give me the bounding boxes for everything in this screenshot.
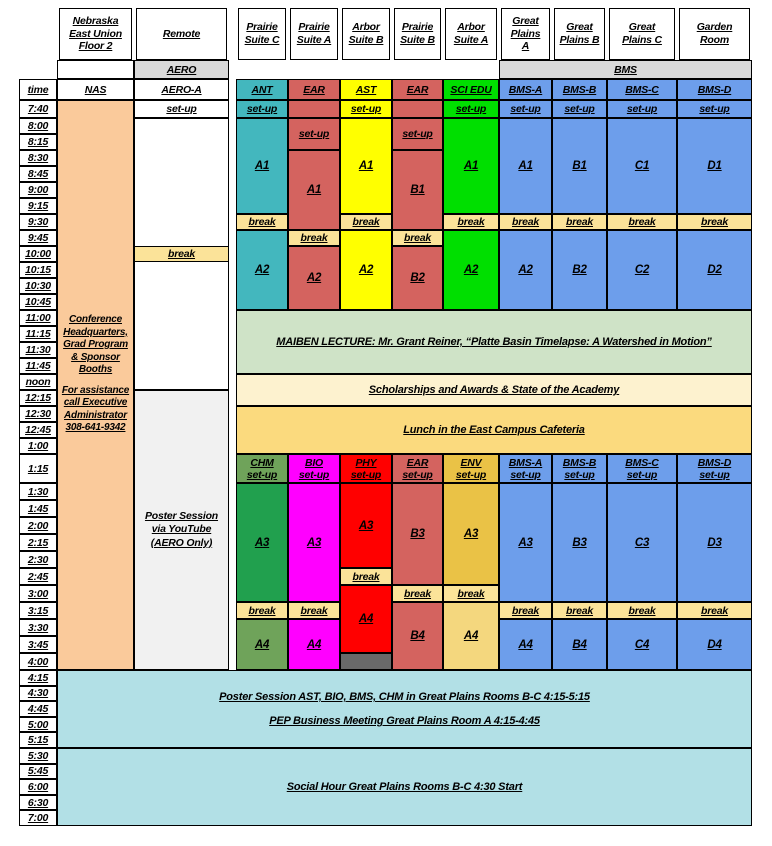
time-cell: 12:30 bbox=[19, 406, 57, 422]
session-cell: B2 bbox=[552, 230, 607, 310]
break-cell: break bbox=[607, 602, 677, 619]
code-cell-sci-edu: SCI EDU bbox=[443, 79, 499, 100]
remote-column bbox=[134, 100, 229, 670]
session-cell: A3 bbox=[236, 483, 288, 602]
room-header-great-plains-a: Great Plains A bbox=[501, 8, 550, 60]
setup-cell bbox=[236, 454, 288, 483]
setup-label: set-up bbox=[246, 469, 278, 481]
setup-cell bbox=[499, 454, 552, 483]
empty-cell bbox=[288, 100, 340, 118]
setup-cell bbox=[443, 454, 499, 483]
session-cell: A1 bbox=[236, 118, 288, 214]
session-cell: C4 bbox=[607, 619, 677, 670]
setup-label: set-up bbox=[510, 469, 541, 481]
setup-cell: set-up bbox=[443, 100, 499, 118]
code-cell-ast: AST bbox=[340, 79, 392, 100]
section-code-label: BMS-D bbox=[697, 456, 732, 469]
time-column bbox=[19, 100, 57, 826]
time-cell: 10:45 bbox=[19, 294, 57, 310]
empty-cell bbox=[340, 653, 392, 670]
session-cell: A1 bbox=[288, 150, 340, 230]
break-cell: break bbox=[340, 568, 392, 585]
break-cell: break bbox=[607, 214, 677, 230]
setup-cell: set-up bbox=[288, 118, 340, 150]
section-code-label: ENV bbox=[460, 456, 482, 469]
section-code-label: BIO bbox=[304, 456, 324, 469]
time-cell: 6:30 bbox=[19, 795, 57, 811]
time-cell: 2:00 bbox=[19, 517, 57, 534]
time-cell: 8:15 bbox=[19, 134, 57, 150]
time-cell: 4:15 bbox=[19, 670, 57, 686]
section-code-label: BMS-B bbox=[562, 456, 597, 469]
break-cell: break bbox=[552, 602, 607, 619]
session-cell: A3 bbox=[499, 483, 552, 602]
time-cell: 2:30 bbox=[19, 551, 57, 568]
session-cell: A2 bbox=[288, 246, 340, 310]
setup-cell: set-up bbox=[392, 118, 443, 150]
session-cell: A4 bbox=[499, 619, 552, 670]
session-cell: A3 bbox=[443, 483, 499, 585]
nas-info-text: Conference Headquarters, Grad Program & Sponsor Booths bbox=[63, 314, 128, 375]
code-cell-bms-c: BMS-C bbox=[607, 79, 677, 100]
corner-blank bbox=[19, 8, 57, 60]
setup-label: set-up bbox=[564, 469, 595, 481]
room-header-arbor-suite-a: Arbor Suite A bbox=[445, 8, 497, 60]
column-bms-a-afternoon bbox=[499, 454, 552, 670]
time-cell: 2:15 bbox=[19, 534, 57, 551]
time-cell: 7:40 bbox=[19, 100, 57, 118]
grid-right-area bbox=[57, 100, 752, 826]
break-cell: break bbox=[340, 214, 392, 230]
empty-cell bbox=[392, 100, 443, 118]
session-cell: A4 bbox=[288, 619, 340, 670]
time-cell: 9:15 bbox=[19, 198, 57, 214]
setup-cell: set-up bbox=[134, 100, 229, 118]
column-sci-edu bbox=[443, 100, 499, 310]
column-env bbox=[443, 454, 499, 670]
break-cell: break bbox=[677, 214, 752, 230]
column-ear-prairie-b bbox=[392, 100, 443, 310]
time-cell: 11:45 bbox=[19, 358, 57, 374]
break-cell: break bbox=[236, 602, 288, 619]
session-cell: A2 bbox=[499, 230, 552, 310]
break-cell: break bbox=[236, 214, 288, 230]
room-header-prairie-suite-a: Prairie Suite A bbox=[290, 8, 338, 60]
setup-label: set-up bbox=[402, 469, 433, 481]
setup-cell bbox=[392, 454, 443, 483]
session-cell: B4 bbox=[552, 619, 607, 670]
code-cell-ant: ANT bbox=[236, 79, 288, 100]
column-bms-a bbox=[499, 100, 552, 310]
time-cell: 1:00 bbox=[19, 438, 57, 454]
aero-session-block bbox=[134, 118, 229, 390]
time-cell: 4:30 bbox=[19, 686, 57, 702]
time-cell: 1:45 bbox=[19, 500, 57, 517]
session-cell: B1 bbox=[392, 150, 443, 230]
time-cell: 7:00 bbox=[19, 810, 57, 826]
code-cell-aero-a: AERO-A bbox=[134, 79, 229, 100]
break-cell: break bbox=[134, 246, 229, 262]
session-cell: D3 bbox=[677, 483, 752, 602]
setup-cell bbox=[677, 454, 752, 483]
time-cell: 3:30 bbox=[19, 619, 57, 636]
session-cell: C1 bbox=[607, 118, 677, 214]
nas-assistance-text: For assistance call Executive Administrator 308-641-9342 bbox=[61, 384, 130, 433]
break-cell: break bbox=[499, 602, 552, 619]
session-cell: A2 bbox=[443, 230, 499, 310]
session-cell: B4 bbox=[392, 602, 443, 670]
spacer-column bbox=[229, 100, 236, 670]
maiben-lecture-band: MAIBEN LECTURE: Mr. Grant Reiner, “Platte Basin Timelapse: A Watershed in Motion” bbox=[236, 310, 752, 374]
setup-cell bbox=[340, 454, 392, 483]
room-header-nebraska-east-union: Nebraska East Union Floor 2 bbox=[59, 8, 132, 60]
room-header-row bbox=[19, 8, 752, 60]
time-cell: 3:15 bbox=[19, 602, 57, 619]
session-cell: A4 bbox=[340, 585, 392, 653]
code-cell-nas: NAS bbox=[57, 79, 134, 100]
room-header-great-plains-c: Great Plains C bbox=[609, 8, 675, 60]
time-cell: 3:00 bbox=[19, 585, 57, 602]
column-bms-b bbox=[552, 100, 607, 310]
time-cell: 5:45 bbox=[19, 764, 57, 780]
time-cell: 2:45 bbox=[19, 568, 57, 585]
time-cell: 9:00 bbox=[19, 182, 57, 198]
time-cell: 12:45 bbox=[19, 422, 57, 438]
poster-session-band bbox=[57, 670, 752, 748]
session-cell: D4 bbox=[677, 619, 752, 670]
code-cell-ear-2: EAR bbox=[392, 79, 443, 100]
time-cell: noon bbox=[19, 374, 57, 390]
aero-society-band: AERO bbox=[134, 60, 229, 79]
setup-cell: set-up bbox=[677, 100, 752, 118]
schedule-body bbox=[19, 100, 752, 826]
column-bms-d-afternoon bbox=[677, 454, 752, 670]
time-cell: 8:30 bbox=[19, 150, 57, 166]
session-cell: A2 bbox=[340, 230, 392, 310]
time-cell: 11:30 bbox=[19, 342, 57, 358]
column-ant bbox=[236, 100, 288, 310]
section-code-label: CHM bbox=[250, 456, 274, 469]
session-cell: B1 bbox=[552, 118, 607, 214]
section-code-row bbox=[19, 79, 752, 100]
time-cell: 10:00 bbox=[19, 246, 57, 262]
session-cell: B3 bbox=[392, 483, 443, 585]
time-cell: 11:15 bbox=[19, 326, 57, 342]
break-cell: break bbox=[552, 214, 607, 230]
time-cell: 9:45 bbox=[19, 230, 57, 246]
column-ast bbox=[340, 100, 392, 310]
poster-session-text: Poster Session AST, BIO, BMS, CHM in Great Plains Rooms B-C 4:15-5:15 bbox=[219, 691, 590, 703]
column-bms-c bbox=[607, 100, 677, 310]
time-cell: 3:45 bbox=[19, 636, 57, 653]
time-cell: 11:00 bbox=[19, 310, 57, 326]
code-cell-ear: EAR bbox=[288, 79, 340, 100]
section-code-label: PHY bbox=[355, 456, 377, 469]
break-cell: break bbox=[499, 214, 552, 230]
setup-cell: set-up bbox=[499, 100, 552, 118]
break-cell: break bbox=[443, 214, 499, 230]
session-cell: B3 bbox=[552, 483, 607, 602]
session-cell: C2 bbox=[607, 230, 677, 310]
code-cell-bms-b: BMS-B bbox=[552, 79, 607, 100]
time-cell: 1:30 bbox=[19, 483, 57, 500]
column-chm bbox=[236, 454, 288, 670]
time-cell: 5:15 bbox=[19, 732, 57, 748]
time-cell: 8:00 bbox=[19, 118, 57, 134]
time-cell: 5:00 bbox=[19, 717, 57, 733]
society-band-row bbox=[19, 60, 752, 79]
room-header-prairie-suite-b: Prairie Suite B bbox=[394, 8, 441, 60]
setup-label: set-up bbox=[626, 469, 658, 481]
time-cell: 8:45 bbox=[19, 166, 57, 182]
time-cell: 10:30 bbox=[19, 278, 57, 294]
setup-cell: set-up bbox=[607, 100, 677, 118]
nas-column bbox=[57, 100, 134, 670]
time-cell: 6:00 bbox=[19, 779, 57, 795]
column-phy bbox=[340, 454, 392, 670]
room-header-remote: Remote bbox=[136, 8, 227, 60]
column-bms-d bbox=[677, 100, 752, 310]
bms-society-band: BMS bbox=[499, 60, 752, 79]
lunch-band: Lunch in the East Campus Cafeteria bbox=[236, 406, 752, 454]
session-cell: D2 bbox=[677, 230, 752, 310]
time-cell: 10:15 bbox=[19, 262, 57, 278]
session-cell: A4 bbox=[236, 619, 288, 670]
setup-cell: set-up bbox=[340, 100, 392, 118]
setup-cell: set-up bbox=[552, 100, 607, 118]
time-cell: 4:45 bbox=[19, 701, 57, 717]
social-hour-band bbox=[57, 748, 752, 826]
room-header-arbor-suite-b: Arbor Suite B bbox=[342, 8, 390, 60]
column-bms-c-afternoon bbox=[607, 454, 677, 670]
session-cell: A1 bbox=[340, 118, 392, 214]
afternoon-sessions bbox=[236, 454, 752, 670]
poster-session-youtube-cell: Poster Session via YouTube (AERO Only) bbox=[134, 390, 229, 670]
break-cell: break bbox=[288, 230, 340, 246]
session-cell: A1 bbox=[499, 118, 552, 214]
session-cell: A3 bbox=[288, 483, 340, 602]
setup-label: set-up bbox=[455, 469, 487, 481]
room-header-prairie-suite-c: Prairie Suite C bbox=[238, 8, 286, 60]
break-cell: break bbox=[443, 585, 499, 602]
sessions-area bbox=[236, 100, 752, 670]
setup-cell bbox=[607, 454, 677, 483]
setup-cell: set-up bbox=[236, 100, 288, 118]
social-hour-text: Social Hour Great Plains Rooms B-C 4:30 Start bbox=[286, 781, 523, 793]
session-cell: A3 bbox=[340, 483, 392, 568]
break-cell: break bbox=[392, 585, 443, 602]
morning-sessions bbox=[236, 100, 752, 310]
break-cell: break bbox=[677, 602, 752, 619]
room-header-great-plains-b: Great Plains B bbox=[554, 8, 605, 60]
code-cell-bms-d: BMS-D bbox=[677, 79, 752, 100]
session-cell: A2 bbox=[236, 230, 288, 310]
column-ear-prairie-a bbox=[288, 100, 340, 310]
time-column-header: time bbox=[19, 79, 57, 100]
nas-hq-cell bbox=[57, 100, 134, 670]
room-header-garden-room: Garden Room bbox=[679, 8, 750, 60]
time-cell: 4:00 bbox=[19, 653, 57, 670]
setup-cell bbox=[552, 454, 607, 483]
session-cell: A4 bbox=[443, 602, 499, 670]
session-cell: B2 bbox=[392, 246, 443, 310]
time-cell: 12:15 bbox=[19, 390, 57, 406]
break-cell: break bbox=[288, 602, 340, 619]
time-cell: 5:30 bbox=[19, 748, 57, 764]
section-code-label: BMS-A bbox=[508, 456, 543, 469]
pep-meeting-text: PEP Business Meeting Great Plains Room A 4:15-4:45 bbox=[269, 715, 540, 727]
section-code-label: EAR bbox=[406, 456, 429, 469]
setup-label: set-up bbox=[298, 469, 330, 481]
setup-label: set-up bbox=[699, 469, 730, 481]
session-cell: D1 bbox=[677, 118, 752, 214]
setup-cell bbox=[288, 454, 340, 483]
time-cell: 9:30 bbox=[19, 214, 57, 230]
column-bms-b-afternoon bbox=[552, 454, 607, 670]
time-cell: 1:15 bbox=[19, 454, 57, 483]
scholarships-awards-band: Scholarships and Awards & State of the Academy bbox=[236, 374, 752, 406]
break-cell: break bbox=[392, 230, 443, 246]
column-ear-afternoon bbox=[392, 454, 443, 670]
setup-label: set-up bbox=[350, 469, 382, 481]
code-cell-bms-a: BMS-A bbox=[499, 79, 552, 100]
session-cell: C3 bbox=[607, 483, 677, 602]
column-bio bbox=[288, 454, 340, 670]
session-cell: A1 bbox=[443, 118, 499, 214]
section-code-label: BMS-C bbox=[625, 456, 659, 469]
